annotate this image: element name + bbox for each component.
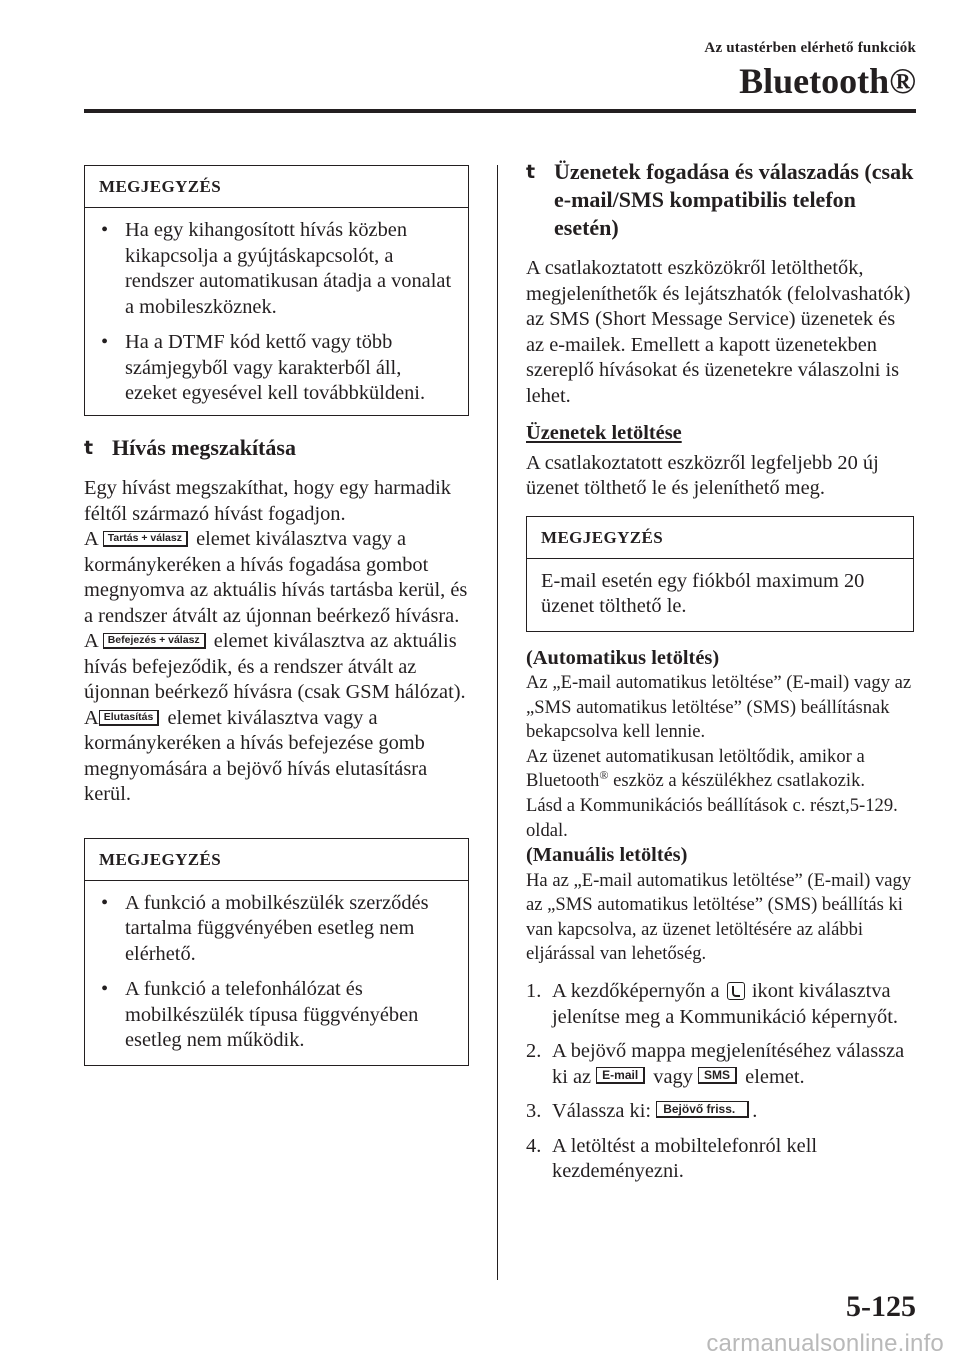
step-number: 1. [526, 980, 542, 1003]
note-bullet [99, 218, 454, 320]
text: A [84, 706, 99, 729]
section-heading [526, 158, 914, 242]
note-bullet-text: A funkció a telefonhálózat és mobilkészülék típusa függvényében esetleg nem működik. [125, 978, 419, 1051]
left-column [84, 165, 469, 1066]
note-bullet-text: Ha egy kihangosított hívás közben kikapcsolja a gyújtáskapcsolót, a rendszer automatikusan átadja a vonalat a mobileszköznek. [125, 219, 452, 318]
text: Válassza ki: [552, 1100, 652, 1123]
phone-icon [727, 982, 745, 1000]
note-bullet-text: A funkció a mobilkészülék szerződés tartalma függvényében esetleg nem elérhető. [125, 891, 429, 965]
page-number: 5-125 [846, 1290, 916, 1323]
note-box [84, 165, 469, 416]
paragraph: Lásd a Kommunikációs beállítások c. részt,5-129. oldal. [526, 794, 898, 841]
text: vagy [653, 1065, 693, 1088]
step-item [526, 979, 914, 1030]
step-item [526, 1134, 914, 1185]
paragraph [84, 706, 469, 808]
step-number: 4. [526, 1134, 542, 1157]
section-heading-text: Hívás megszakítása [112, 435, 296, 460]
step-number: 2. [526, 1040, 542, 1063]
text: A kezdőképernyőn a [552, 980, 720, 1003]
reject-button: Elutasítás [99, 710, 160, 726]
note-title: MEGJEGYZÉS [527, 517, 913, 559]
section-heading-text: Üzenetek fogadása és válaszadás (csak e-mail/SMS kompatibilis telefon esetén) [554, 159, 914, 240]
paragraph [84, 527, 469, 629]
subheading: (Manuális letöltés) [526, 844, 688, 867]
watermark: carmanualsonline.info [706, 1330, 944, 1357]
paragraph: A csatlakoztatott eszközről legfeljebb 20 új üzenet tölthető le és jeleníthető meg. [526, 451, 879, 499]
header-rule [84, 109, 916, 113]
text: A letöltést a mobiltelefonról kell kezdeményezni. [552, 1134, 818, 1183]
text: A [84, 630, 98, 652]
note-title: MEGJEGYZÉS [85, 839, 468, 881]
paragraph [84, 629, 469, 706]
note-body [85, 881, 468, 1066]
note-bullet [99, 891, 454, 968]
paragraph [526, 745, 914, 794]
column-divider [497, 165, 498, 1280]
bullet-icon: • [101, 978, 109, 1000]
page-title: Bluetooth® [739, 61, 916, 101]
bullet-icon: • [101, 219, 109, 241]
note-body [527, 559, 913, 632]
right-column [526, 158, 914, 1194]
step-number: 3. [526, 1100, 542, 1123]
text: eszköz a készülékhez csatlakozik. [608, 770, 866, 792]
section-heading [84, 434, 469, 462]
text: elemet kiválasztva az aktuális hívás befejeződik, és a rendszer átvált az újonnan beérkező hívásra (csak GSM hálózat). [84, 630, 466, 703]
text: elemet kiválasztva vagy a kormánykeréken a hívás fogadása gombot megnyomva az aktuális hívás tartásba kerül, és a rendszer átvált az újonnan beérkező hívásra. [84, 528, 468, 627]
subheading: (Automatikus letöltés) [526, 646, 720, 669]
note-body [85, 208, 468, 419]
note-box [84, 838, 469, 1066]
text: A [84, 528, 98, 550]
text: elemet. [745, 1065, 805, 1088]
note-text: E-mail esetén egy fiókból maximum 20 üzenet tölthető le. [541, 569, 865, 617]
step-item [526, 1039, 914, 1090]
note-bullet [99, 330, 454, 407]
section-marker-icon: t [84, 437, 94, 459]
note-bullet-text: Ha a DTMF kód kettő vagy több számjegyből vagy karakterből áll, ezeket egyesével kell továbbküldeni. [125, 331, 426, 404]
paragraph: Egy hívást megszakíthat, hogy egy harmadik féltől származó hívást fogadjon. [84, 477, 451, 525]
note-box [526, 516, 914, 632]
note-bullet [99, 977, 454, 1054]
text: Az üzenet automatikusan letöltődik, amikor a Bluetooth [526, 745, 865, 792]
subheading: Üzenetek letöltése [526, 422, 682, 444]
text: A bejövő mappa megjelenítéséhez válassza ki az [552, 1040, 905, 1088]
step-item [526, 1099, 914, 1125]
text: . [752, 1100, 758, 1123]
bullet-icon: • [101, 331, 109, 353]
end-answer-button: Befejezés + válasz [103, 633, 206, 649]
section-marker-icon: t [526, 161, 536, 183]
paragraph: Ha az „E-mail automatikus letöltése” (E-mail) vagy az „SMS automatikus letöltése” (SMS) beállítás ki van kapcsolva, az üzenet letöltésére az alábbi eljárással van lehetőség. [526, 869, 912, 965]
hold-answer-button: Tartás + válasz [103, 531, 188, 547]
bullet-icon: • [101, 891, 109, 914]
text: elemet kiválasztva vagy a kormánykeréken a hívás befejezése gomb megnyomására a bejövő hívás elutasításra kerül. [84, 706, 428, 805]
paragraph: A csatlakoztatott eszközökről letölthetők, megjeleníthetők és lejátszhatók (felolvashatók) az SMS (Short Message Service) üzenetek és az e-mailek. Emellett a kapott üzenetekben szereplő hívásokat és üzenetekre válaszolni is lehet. [526, 257, 911, 407]
paragraph: Az „E-mail automatikus letöltése” (E-mail) vagy az „SMS automatikus letöltése” (SMS) beállításnak bekapcsolva kell lennie. [526, 672, 912, 743]
section-header: Az utastérben elérhető funkciók [704, 40, 916, 56]
email-button: E-mail [596, 1067, 645, 1084]
sms-button: SMS [698, 1067, 737, 1084]
registered-mark: ® [599, 768, 609, 783]
note-title: MEGJEGYZÉS [85, 166, 468, 208]
inbox-refresh-button: Bejövő friss. [656, 1101, 749, 1118]
text: ikont kiválasztva jelenítse meg a Kommunikáció képernyőt. [552, 980, 898, 1028]
